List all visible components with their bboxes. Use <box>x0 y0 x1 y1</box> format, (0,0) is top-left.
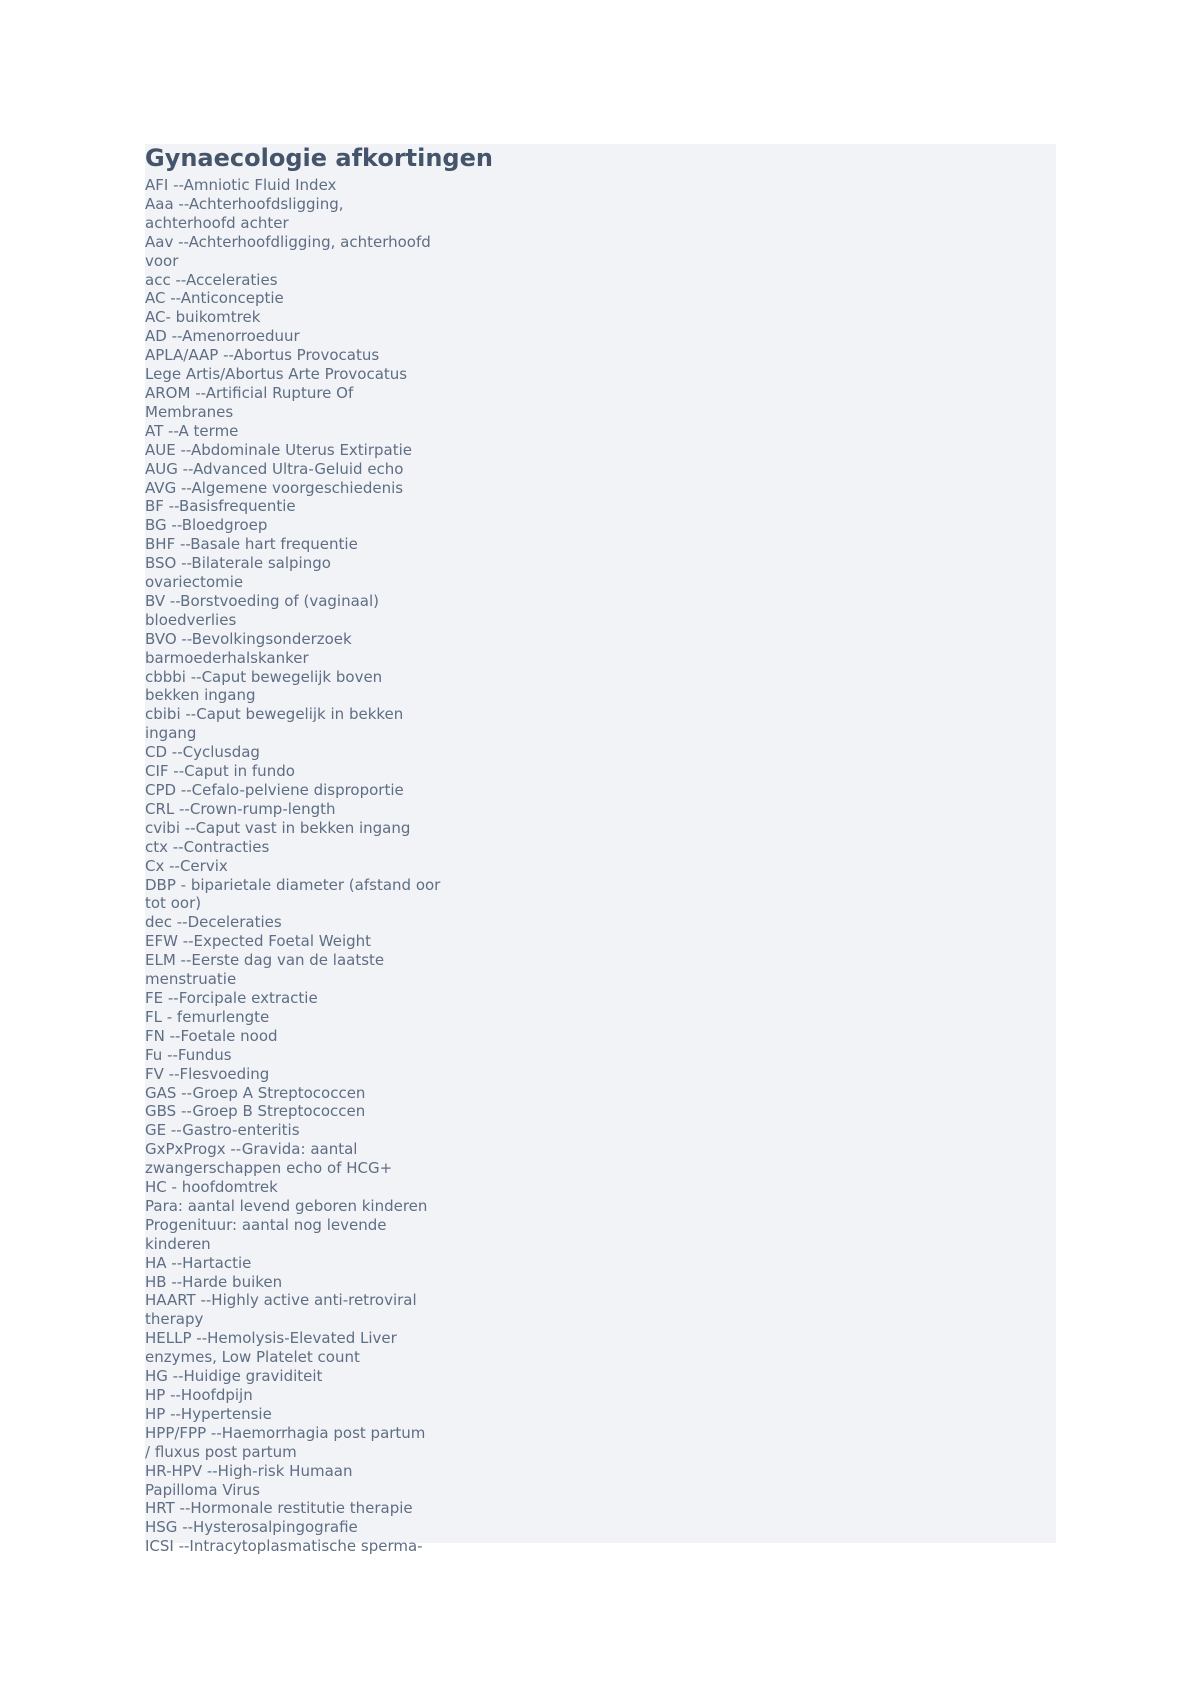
abbreviation-line: AVG --Algemene voorgeschiedenis <box>145 478 404 497</box>
abbreviation-line: ELM --Eerste dag van de laatste <box>145 951 385 970</box>
abbreviation-line: GBS --Groep B Streptococcen <box>145 1102 366 1121</box>
abbreviation-line: FN --Foetale nood <box>145 1026 278 1045</box>
abbreviation-line: barmoederhalskanker <box>145 648 309 667</box>
abbreviation-line: HA --Hartactie <box>145 1253 252 1272</box>
abbreviation-line: HP --Hoofdpijn <box>145 1386 253 1404</box>
document-title: Gynaecologie afkortingen <box>145 144 493 172</box>
abbreviation-line: cbbbi --Caput bewegelijk boven <box>145 667 383 686</box>
abbreviation-line: DBP - biparietale diameter (afstand oor <box>145 875 441 894</box>
abbreviation-line: AT --A terme <box>145 421 239 440</box>
abbreviation-line: APLA/AAP --Abortus Provocatus <box>145 346 380 365</box>
abbreviation-line: GAS --Groep A Streptococcen <box>145 1083 366 1102</box>
abbreviation-line: therapy <box>145 1310 204 1329</box>
abbreviation-line: ICSI --Intracytoplasmatische sperma- <box>145 1537 423 1556</box>
abbreviation-line: HELLP --Hemolysis-Elevated Liver <box>145 1329 397 1348</box>
abbreviation-line: ovariectomie <box>145 573 244 592</box>
abbreviation-line: AD --Amenorroeduur <box>145 327 300 346</box>
abbreviation-line: FV --Flesvoeding <box>145 1064 270 1083</box>
abbreviation-line: / fluxus post partum <box>145 1442 297 1461</box>
abbreviation-line: GxPxProgx --Gravida: aantal <box>145 1140 358 1159</box>
abbreviation-line: GE --Gastro-enteritis <box>145 1121 300 1140</box>
document-content <box>145 144 1056 1556</box>
abbreviation-line: HC - hoofdomtrek <box>145 1178 278 1197</box>
abbreviation-line: FL - femurlengte <box>145 1007 270 1026</box>
abbreviation-line: HP --Hypertensie <box>145 1404 272 1423</box>
abbreviation-line: Membranes <box>145 402 234 421</box>
abbreviation-line: HR-HPV --High-risk Humaan <box>145 1461 353 1480</box>
abbreviation-line: Aav --Achterhoofdligging, achterhoofd <box>145 232 431 251</box>
abbreviation-line: CIF --Caput in fundo <box>145 762 295 781</box>
abbreviation-line: acc --Acceleraties <box>145 270 278 289</box>
abbreviation-line: CPD --Cefalo-pelviene disproportie <box>145 781 404 799</box>
abbreviation-line: Progenituur: aantal nog levende <box>145 1215 387 1234</box>
abbreviation-line: dec --Deceleraties <box>145 913 282 932</box>
abbreviation-line: HAART --Highly active anti-retroviral <box>145 1291 417 1310</box>
abbreviation-line: Cx --Cervix <box>145 856 228 875</box>
abbreviation-line: tot oor) <box>145 894 202 913</box>
abbreviation-line: CD --Cyclusdag <box>145 743 260 762</box>
abbreviation-line: BV --Borstvoeding of (vaginaal) <box>145 591 379 610</box>
abbreviation-line: achterhoofd achter <box>145 213 289 232</box>
abbreviation-list <box>145 176 1056 1556</box>
abbreviation-line: kinderen <box>145 1234 211 1253</box>
abbreviation-line: ctx --Contracties <box>145 837 270 856</box>
abbreviation-line: zwangerschappen echo of HCG+ <box>145 1159 393 1178</box>
abbreviation-line: BVO --Bevolkingsonderzoek <box>145 629 352 648</box>
abbreviation-line: FE --Forcipale extractie <box>145 988 318 1007</box>
abbreviation-line: AC- buikomtrek <box>145 308 261 327</box>
abbreviation-line: Lege Artis/Abortus Arte Provocatus <box>145 365 408 384</box>
abbreviation-line: bloedverlies <box>145 610 237 629</box>
abbreviation-line: BSO --Bilaterale salpingo <box>145 554 331 573</box>
abbreviation-line: AUE --Abdominale Uterus Extirpatie <box>145 440 413 459</box>
abbreviation-line: BHF --Basale hart frequentie <box>145 535 358 554</box>
abbreviation-line: Papilloma Virus <box>145 1480 260 1499</box>
abbreviation-line: BF --Basisfrequentie <box>145 497 296 516</box>
abbreviation-line: menstruatie <box>145 970 237 989</box>
abbreviation-line: enzymes, Low Platelet count <box>145 1348 360 1367</box>
abbreviation-line: AC --Anticonceptie <box>145 289 284 308</box>
abbreviation-line: HSG --Hysterosalpingografie <box>145 1518 358 1537</box>
abbreviation-line: bekken ingang <box>145 686 256 705</box>
abbreviation-line: AUG --Advanced Ultra-Geluid echo <box>145 459 404 478</box>
abbreviation-line: HPP/FPP --Haemorrhagia post partum <box>145 1423 426 1442</box>
abbreviation-line: HB --Harde buiken <box>145 1272 283 1291</box>
abbreviation-line: Fu --Fundus <box>145 1045 232 1064</box>
abbreviation-line: ingang <box>145 724 197 743</box>
abbreviation-line: HRT --Hormonale restitutie therapie <box>145 1499 413 1518</box>
abbreviation-line: Aaa --Achterhoofdsligging, <box>145 194 344 213</box>
abbreviation-line: EFW --Expected Foetal Weight <box>145 932 372 951</box>
abbreviation-line: AFI --Amniotic Fluid Index <box>145 176 337 194</box>
abbreviation-line: HG --Huidige graviditeit <box>145 1367 323 1386</box>
abbreviation-line: cvibi --Caput vast in bekken ingang <box>145 818 411 837</box>
abbreviation-line: BG --Bloedgroep <box>145 516 268 535</box>
abbreviation-line: cbibi --Caput bewegelijk in bekken <box>145 705 404 724</box>
abbreviation-line: voor <box>145 251 179 270</box>
abbreviation-line: CRL --Crown-rump-length <box>145 799 336 818</box>
abbreviation-line: Para: aantal levend geboren kinderen <box>145 1196 428 1215</box>
abbreviation-line: AROM --Artificial Rupture Of <box>145 383 354 402</box>
